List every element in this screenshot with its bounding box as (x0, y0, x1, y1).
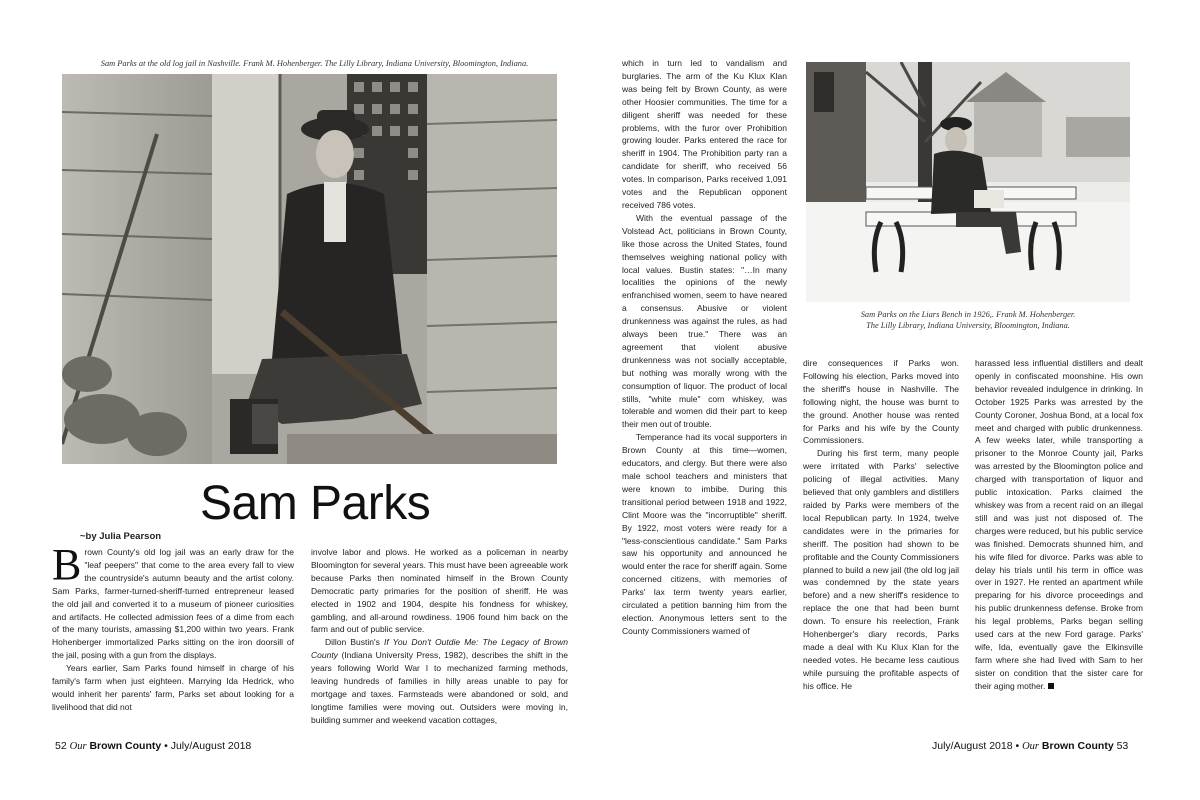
col4-paragraph-2: During his first term, many people were irritated with Parks' selective policing of illegal activities. Many believed that only gamblers and distillers raided by Parks were members of the local Republican party. In 1924, twelve candidates were in the primaries for sheriff. The position had shown to be profitable and the County Commissioners planned to build a new jail (the old log jail was condemned by the state years before) and a new sheriff's residence to replace the one that had been burnt down. To ensure his reelection, Frank Hohenberger's diary records, Parks made a deal with Ku Klux Klan for the needed votes. He became less cautious while pursuing the profitable aspects of his office. He (803, 448, 959, 691)
col3-paragraph-3: Temperance had its vocal supporters in Brown County at this time—women, educators, and clergy. But there were also male school teachers and ministers that were known to imbibe. During this transitional period between 1918 and 1922, Clint Moore was the "incorruptible" sheriff. By 1922, most voters were ready for a "less-conscientious candidate." Sam Parks saw his opportunity and announced he would enter the race for sheriff again. Some concerned citizens, with memories of Parks' lax term twenty years earlier, circulated a petition banning him from the election. Anonymous letters sent to the County Commissioners warned of (622, 432, 787, 636)
page-number-right: 53 (1116, 740, 1129, 752)
issue-date-right: July/August 2018 • (932, 740, 1020, 752)
article-title: Sam Parks (200, 477, 431, 530)
column-5 (975, 357, 1143, 693)
column-2 (311, 546, 568, 727)
col3-paragraph-2: With the eventual passage of the Volstead Act, politicians in Brown County, like those across the United States, found themselves weighing national policy with local values. Bustin states: "…In many localities the opinions of the newly enfranchised women, seem to have neared a consensus. Abusive or violent drunkenness was against the rules, as had always been true." There was an agreement that violent abusive drunkenness was not socially acceptable, but nothing was morally wrong with the consumption of liquor. The product of local stills, "white mule" corn whiskey, was tolerable and women did their part to keep their men out of trouble. (622, 212, 787, 430)
drop-cap: B (52, 540, 82, 589)
column-4 (803, 357, 959, 693)
photo-liars-bench (806, 62, 1130, 302)
col2-paragraph-2: Dillon Bustin's If You Don't Outdie Me: The Legacy of Brown County (Indiana University Press, 1982), describes the shift in the years following World War I to mechanized farming methods, leaving hundreds of families in hilly areas unable to pay for mortgage and taxes. Farmsteads were abandoned or sold, and longtime families were moving out. Outsiders were moving in, building summer and weekend vacation cottages, (311, 637, 568, 725)
photo-caption-jail: Sam Parks at the old log jail in Nashville. Frank M. Hohenberger. The Lilly Library, Indiana University, Bloomington, Indiana. (100, 59, 529, 68)
col3-paragraph-1: which in turn led to vandalism and burglaries. The arm of the Ku Klux Klan was being felt by Brown County, as were other Hoosier communities. The time for a diligent sheriff was needed for these problems, with the furor over Prohibition growing louder. Parks entered the race for sheriff in 1904. The Prohibition party ran a candidate for sheriff, who received 56 votes. In comparison, Parks received 1,091 votes and the Republican opponent received 786 votes. (622, 58, 787, 210)
column-3 (622, 57, 787, 638)
col2-paragraph-1: involve labor and plows. He worked as a policeman in nearby Bloomington for several years. This must have been agreeable work because Parks then nominated himself in the Brown County Democratic party primaries for the position of sheriff. He was elected in 1902 and 1904, despite his fondness for whiskey, gambling, and all-around rowdiness. 1906 found him back on the farm and out of public service. (311, 547, 568, 635)
photo-caption-bench (806, 309, 1130, 331)
photo-caption-bench-line1: Sam Parks on the Liars Bench in 1926,. Frank M. Hohenberger. (860, 310, 1076, 319)
photo-caption-bench-line2: The Lilly Library, Indiana University, Bloomington, Indiana. (866, 321, 1070, 330)
magazine-name-right: Brown County (1041, 740, 1114, 752)
magazine-script-left: Our (69, 741, 87, 752)
page-number-left: 52 (55, 740, 67, 752)
folio-left (55, 740, 251, 752)
col1-paragraph-1: Brown County's old log jail was an early draw for the "leaf peepers" that come to the area every fall to view the countryside's autumn beauty and the artist colony. Sam Parks, farmer-turned-sheriff-turned entrepreneur leased the old jail and converted it to a museum of pioneer curiosities and artifacts. He collected admission fees of a dime from each of the many tourists, amassing $1,200 within two years. Frank Hohenberger immortalized Parks sitting on the iron doorsill of the jail, posing with a gun from the displays. (52, 540, 294, 661)
col1-paragraph-2: Years earlier, Sam Parks found himself in charge of his family's farm when just eighteen. Marrying Ida Hedrick, who would inherit her parents' farm, Parks set about looking for a livelihood that did not (52, 663, 294, 712)
col4-paragraph-1: dire consequences if Parks won. Following his election, Parks moved into the sheriff's house in Nashville. The following night, the house was burnt to the ground. Another house was rented for Parks and his wife by the County Commissioners. (803, 358, 959, 446)
folio-right (932, 740, 1128, 752)
col5-paragraph-1: harassed less influential distillers and dealt openly in confiscated moonshine. His own behavior revealed indulgence in drinking. In October 1925 Parks was arrested by the County Coroner, Joshua Bond, at a local fox meet and charged with public drunkenness. A few weeks later, while transporting a prisoner to the Monroe County jail, Parks was arrested by the Bloomington police and charged with transportation of liquor and public intoxication. Parks claimed the whiskey was from a recent raid on an illegal still and was just not disposed of. The charges were reduced, but his public service was finished. Democrats shunned him, and his wife filed for divorce. Parks was able to delay his trials until his term in office was over in 1927. He rented an apartment while preparing for his divorce proceedings and his public drunkenness defense. Broke from his legal problems, Parks began selling used cars at the new Ford garage. Parks' wife, Ida, eventually gave the Elkinsville farm where she had lived with Sam to her sister on condition that the sister care for their aging mother. (975, 358, 1143, 691)
column-1 (52, 540, 294, 714)
book-title: If You Don't Outdie Me: The Legacy of Brown County (311, 637, 568, 661)
byline: ~by Julia Pearson (80, 531, 162, 542)
photo-sam-parks-jail (62, 74, 557, 464)
magazine-name-left: Brown County (89, 740, 162, 752)
issue-date-left: • July/August 2018 (164, 740, 252, 752)
jail-photo-illustration (62, 74, 557, 464)
bench-photo-illustration (806, 62, 1130, 302)
magazine-script-right: Our (1022, 741, 1039, 752)
end-mark-icon (1048, 683, 1054, 689)
